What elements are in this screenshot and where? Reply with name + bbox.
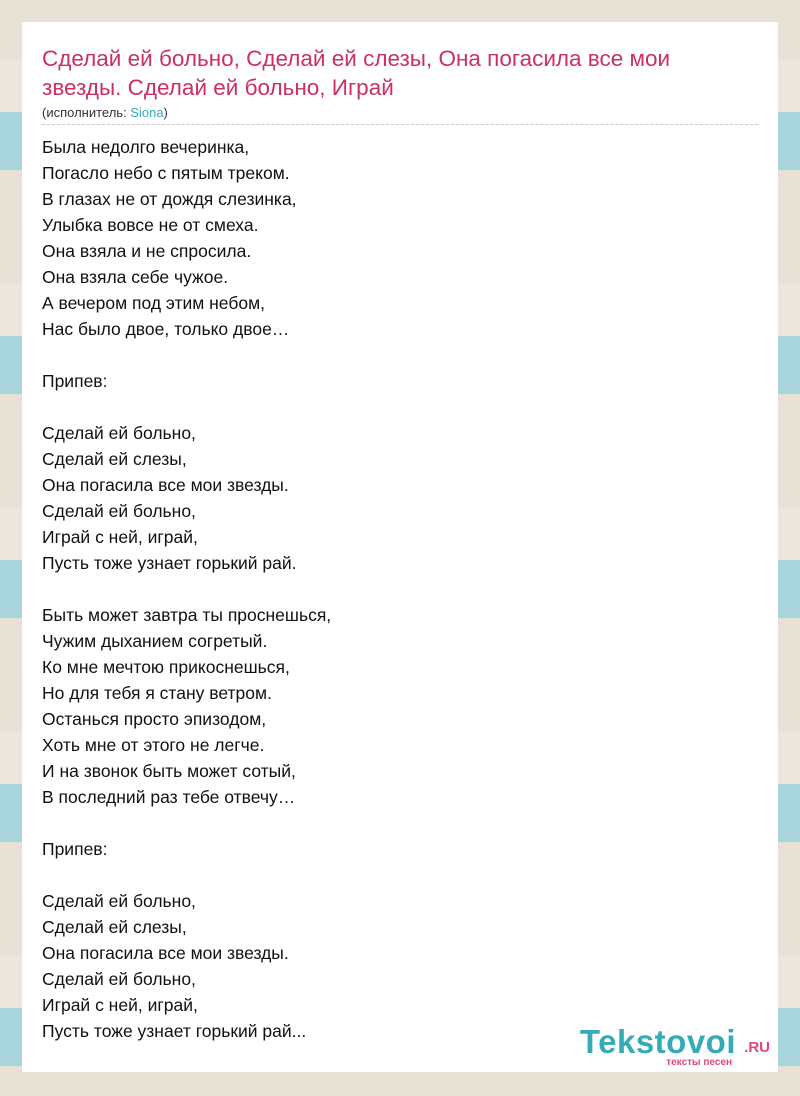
lyric-line: Чужим дыханием согретый. xyxy=(42,631,268,651)
logo-tld: .RU xyxy=(744,1039,770,1056)
lyric-line: Хоть мне от этого не легче. xyxy=(42,735,265,755)
artist-link[interactable]: Siona xyxy=(130,105,164,120)
lyric-line: Быть может завтра ты проснешься, xyxy=(42,605,332,625)
lyric-line: Была недолго вечеринка, xyxy=(42,137,250,157)
lyric-line: Она погасила все мои звезды. xyxy=(42,475,289,495)
lyric-line: Сделай ей слезы, xyxy=(42,917,187,937)
lyric-line: Но для тебя я стану ветром. xyxy=(42,683,272,703)
artist-suffix: ) xyxy=(163,105,168,120)
lyric-line: Припев: xyxy=(42,371,108,391)
lyric-line: Играй с ней, играй, xyxy=(42,995,198,1015)
logo-tagline: тексты песен xyxy=(666,1057,732,1068)
artist-prefix: (исполнитель: xyxy=(42,105,131,120)
lyric-line xyxy=(42,576,742,602)
lyric-line: Она погасила все мои звезды. xyxy=(42,943,289,963)
lyric-line: Сделай ей больно, xyxy=(42,969,196,989)
site-logo[interactable] xyxy=(560,1025,770,1069)
lyric-line xyxy=(42,342,742,368)
lyric-line: Сделай ей больно, xyxy=(42,423,196,443)
lyric-line xyxy=(42,394,742,420)
lyric-line: Она взяла и не спросила. xyxy=(42,241,252,261)
lyric-line: Пусть тоже узнает горький рай... xyxy=(42,1021,307,1041)
song-title: Сделай ей больно, Сделай ей слезы, Она погасила все мои звезды. Сделай ей больно, Играй xyxy=(42,46,671,100)
lyric-line: Сделай ей больно, xyxy=(42,891,196,911)
lyric-line: Пусть тоже узнает горький рай. xyxy=(42,553,297,573)
artist-line xyxy=(42,105,168,121)
lyric-line: Сделай ей слезы, xyxy=(42,449,187,469)
lyric-line: И на звонок быть может сотый, xyxy=(42,761,296,781)
lyric-line: Она взяла себе чужое. xyxy=(42,267,229,287)
lyric-line xyxy=(42,862,742,888)
lyric-line: Играй с ней, играй, xyxy=(42,527,198,547)
lyric-line: Погасло небо с пятым треком. xyxy=(42,163,290,183)
lyric-line: Нас было двое, только двое… xyxy=(42,319,290,339)
lyric-line: Ко мне мечтою прикоснешься, xyxy=(42,657,290,677)
divider xyxy=(42,124,758,125)
lyrics-text xyxy=(42,134,742,1044)
logo-name: Tekstovoi xyxy=(579,1023,736,1060)
lyric-line: Сделай ей больно, xyxy=(42,501,196,521)
lyric-line: Улыбка вовсе не от смеха. xyxy=(42,215,259,235)
lyrics-card xyxy=(22,22,778,1072)
lyric-line: В глазах не от дождя слезинка, xyxy=(42,189,297,209)
lyric-line: В последний раз тебе отвечу… xyxy=(42,787,296,807)
lyric-line xyxy=(42,810,742,836)
lyric-line: Припев: xyxy=(42,839,108,859)
lyric-line: А вечером под этим небом, xyxy=(42,293,265,313)
lyric-line: Останься просто эпизодом, xyxy=(42,709,267,729)
